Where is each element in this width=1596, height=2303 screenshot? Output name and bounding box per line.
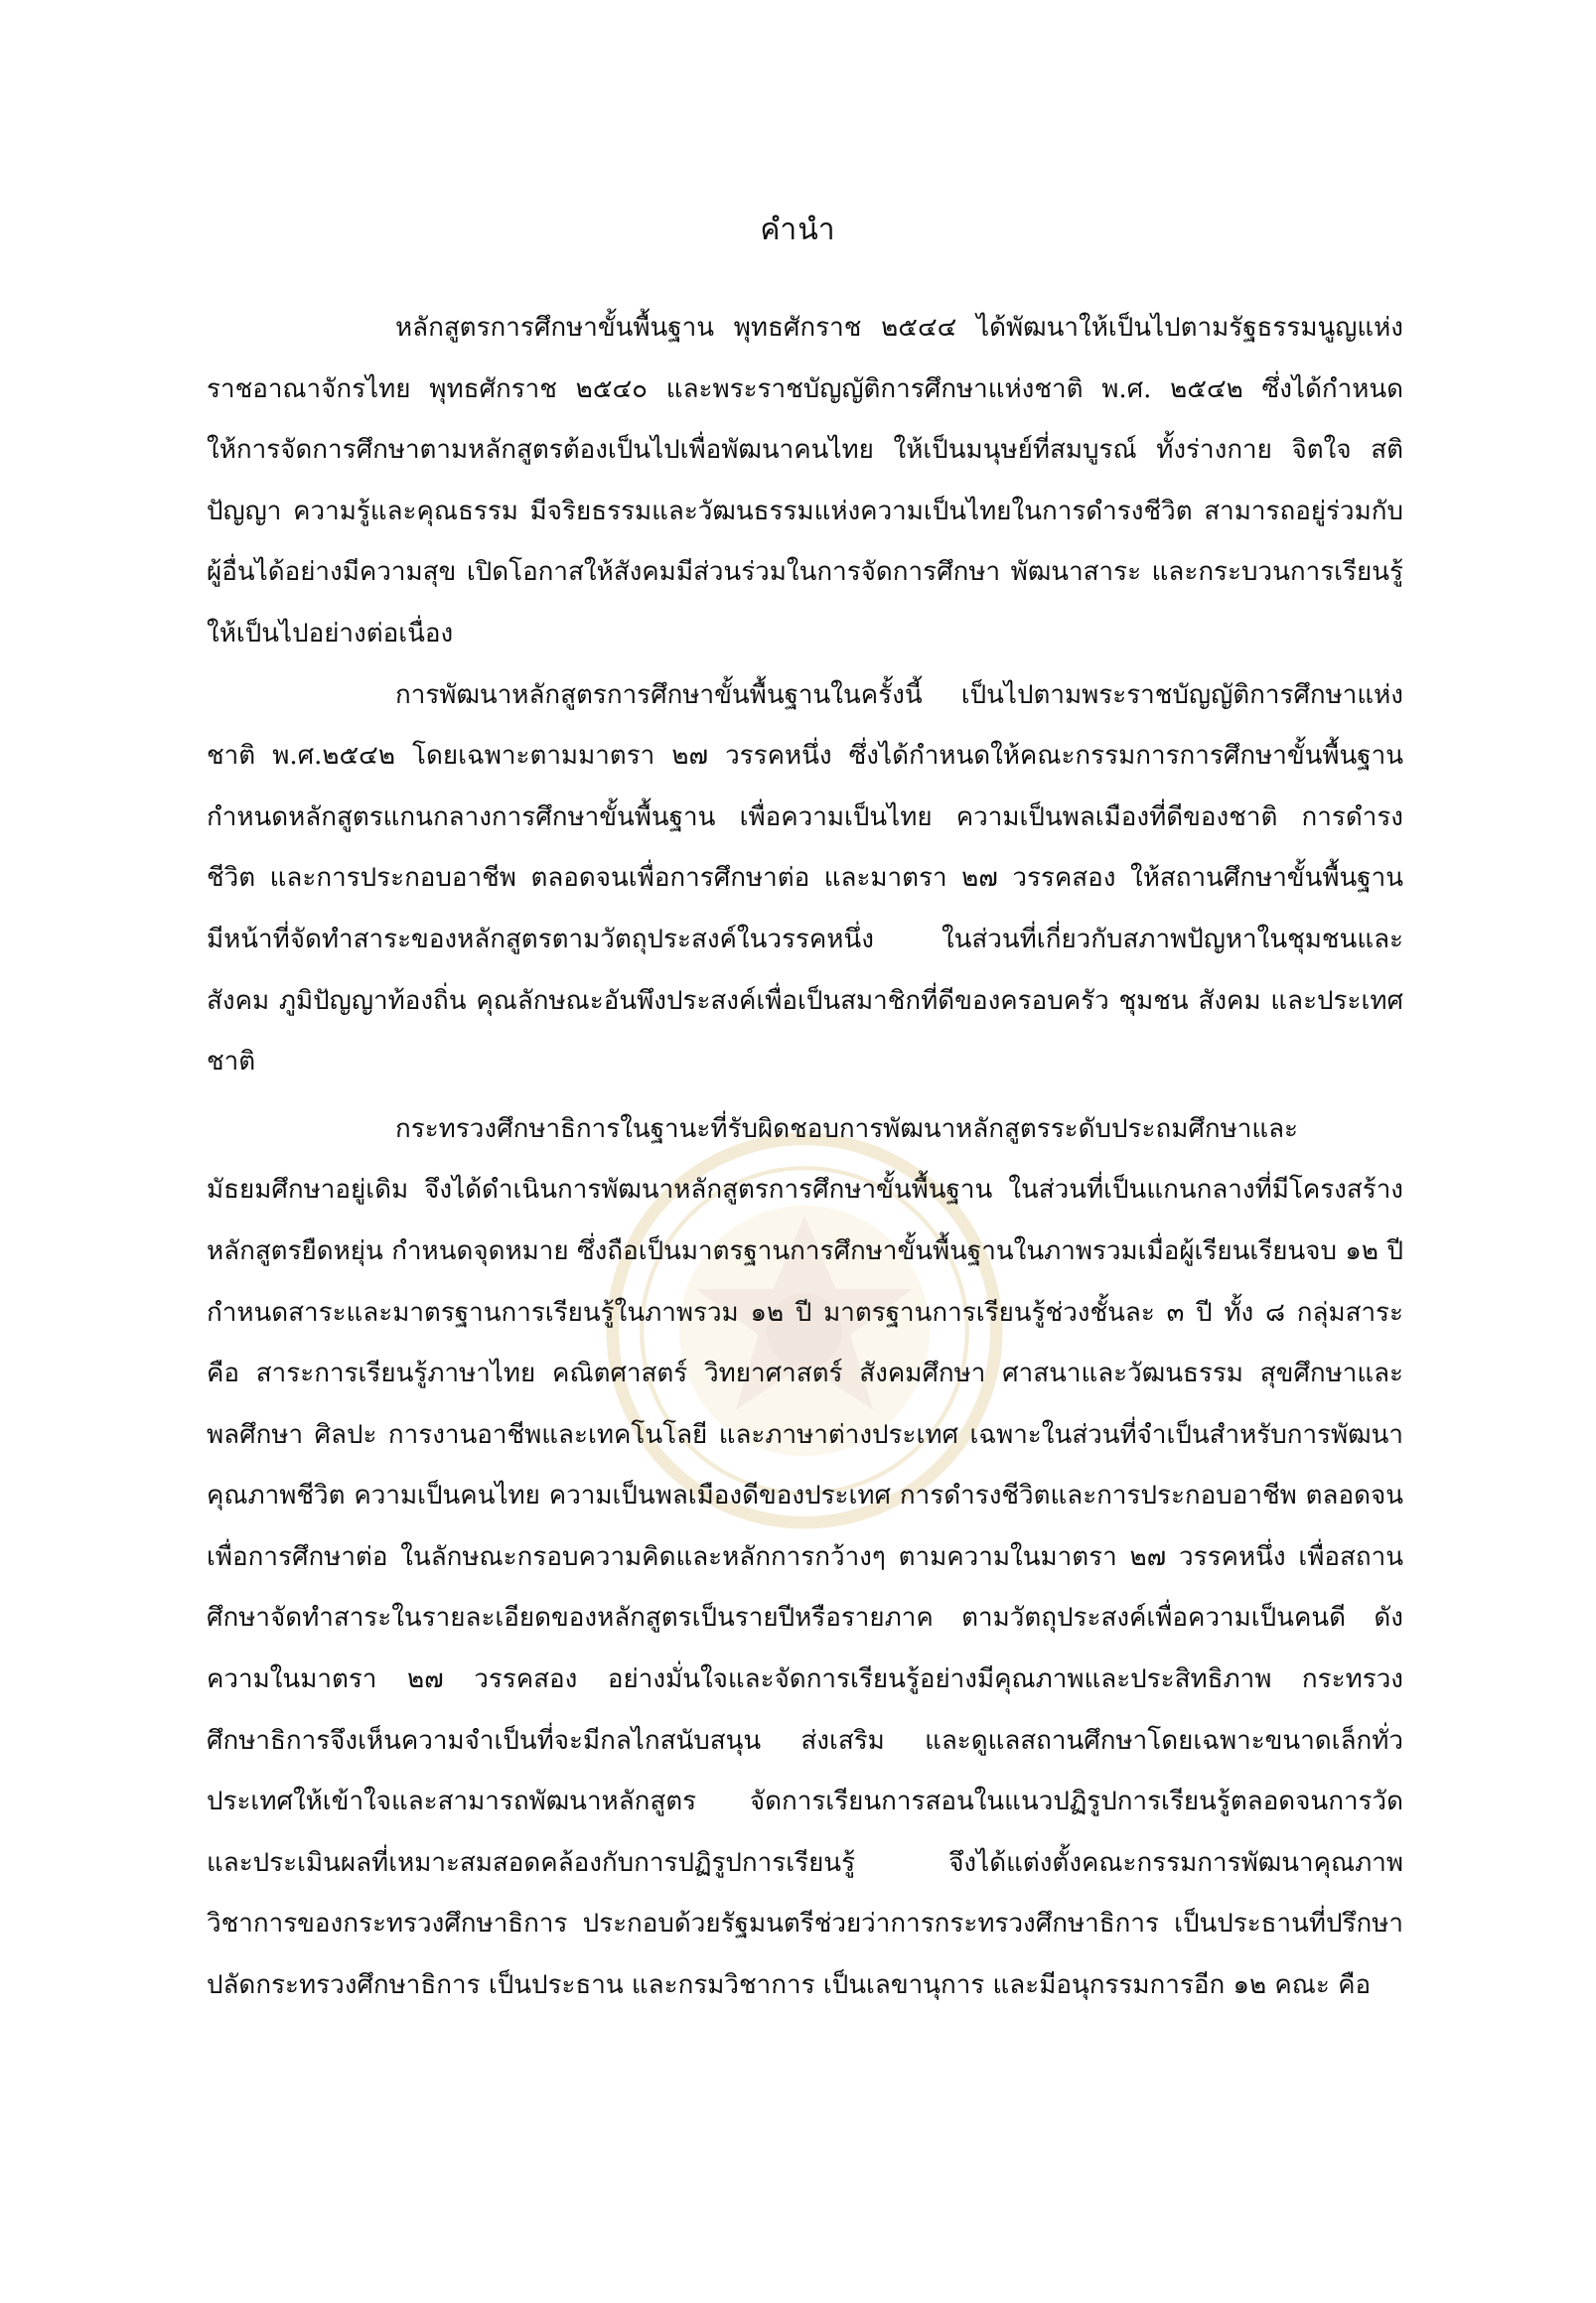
paragraph-1: หลักสูตรการศึกษาขั้นพื้นฐาน พุทธศักราช ๒๕๔๔ ได้พัฒนาให้เป็นไปตามรัฐธรรมนูญแห่งราชอาณาจักรไทย พุทธศักราช ๒๕๔๐ และพระราชบัญญัติการศึกษาแห่งชาติ พ.ศ. ๒๕๔๒ ซึ่งได้กำหนดให้การจัดการศึกษาตามหลักสูตรต้องเป็นไปเพื่อพัฒนาคนไทย ให้เป็นมนุษย์ที่สมบูรณ์ ทั้งร่างกาย จิตใจ สติปัญญา ความรู้และคุณธรรม มีจริยธรรมและวัฒนธรรมแห่งความเป็นไทยในการดำรงชีวิต สามารถอยู่ร่วมกับผู้อื่นได้อย่างมีความสุข เปิดโอกาสให้สังคมมีส่วนร่วมในการจัดการศึกษา พัฒนาสาระ และกระบวนการเรียนรู้ให้เป็นไปอย่างต่อเนื่อง bbox=[207, 313, 1403, 648]
page-title: คำนำ bbox=[760, 213, 836, 247]
paragraph-3: กระทรวงศึกษาธิการในฐานะที่รับผิดชอบการพัฒนาหลักสูตรระดับประถมศึกษาและมัธยมศึกษาอยู่เดิม จึงได้ดำเนินการพัฒนาหลักสูตรการศึกษาขั้นพื้นฐาน ในส่วนที่เป็นแกนกลางที่มีโครงสร้างหลักสูตรยืดหยุ่น กำหนดจุดหมาย ซึ่งถือเป็นมาตรฐานการศึกษาขั้นพื้นฐานในภาพรวมเมื่อผู้เรียนเรียนจบ ๑๒ ปี กำหนดสาระและมาตรฐานการเรียนรู้ในภาพรวม ๑๒ ปี มาตรฐานการเรียนรู้ช่วงชั้นละ ๓ ปี ทั้ง ๘ กลุ่มสาระ คือ สาระการเรียนรู้ภาษาไทย คณิตศาสตร์ วิทยาศาสตร์ สังคมศึกษา ศาสนาและวัฒนธรรม สุขศึกษาและพลศึกษา ศิลปะ การงานอาชีพและเทคโนโลยี และภาษาต่างประเทศ เฉพาะในส่วนที่จำเป็นสำหรับการพัฒนาคุณภาพชีวิต ความเป็นคนไทย ความเป็นพลเมืองดีของประเทศ การดำรงชีวิตและการประกอบอาชีพ ตลอดจนเพื่อการศึกษาต่อ ในลักษณะกรอบความคิดและหลักการกว้างๆ ตามความในมาตรา ๒๗ วรรคหนึ่ง เพื่อสถานศึกษาจัดทำสาระในรายละเอียดของหลักสูตรเป็นรายปีหรือรายภาค ตามวัตถุประสงค์เพื่อความเป็นคนดี ดังความในมาตรา ๒๗ วรรคสอง อย่างมั่นใจและจัดการเรียนรู้อย่างมีคุณภาพและประสิทธิภาพ กระทรวงศึกษาธิการจึงเห็นความจำเป็นที่จะมีกลไกสนับสนุน ส่งเสริม และดูแลสถานศึกษาโดยเฉพาะขนาดเล็กทั่วประเทศให้เข้าใจและสามารถพัฒนาหลักสูตร จัดการเรียนการสอนในแนวปฏิรูปการเรียนรู้ตลอดจนการวัดและประเมินผลที่เหมาะสมสอดคล้องกับการปฏิรูปการเรียนรู้ จึงได้แต่งตั้งคณะกรรมการพัฒนาคุณภาพวิชาการของกระทรวงศึกษาธิการ ประกอบด้วยรัฐมนตรีช่วยว่าการกระทรวงศึกษาธิการ เป็นประธานที่ปรึกษา ปลัดกระทรวงศึกษาธิการ เป็นประธาน และกรมวิชาการ เป็นเลขานุการ และมีอนุกรรมการอีก ๑๒ คณะ คือ bbox=[207, 1113, 1403, 2001]
paragraph-2: การพัฒนาหลักสูตรการศึกษาขั้นพื้นฐานในครั้งนี้ เป็นไปตามพระราชบัญญัติการศึกษาแห่งชาติ พ.ศ.๒๕๔๒ โดยเฉพาะตามมาตรา ๒๗ วรรคหนึ่ง ซึ่งได้กำหนดให้คณะกรรมการการศึกษาขั้นพื้นฐานกำหนดหลักสูตรแกนกลางการศึกษาขั้นพื้นฐาน เพื่อความเป็นไทย ความเป็นพลเมืองที่ดีของชาติ การดำรงชีวิต และการประกอบอาชีพ ตลอดจนเพื่อการศึกษาต่อ และมาตรา ๒๗ วรรคสอง ให้สถานศึกษาขั้นพื้นฐานมีหน้าที่จัดทำสาระของหลักสูตรตามวัตถุประสงค์ในวรรคหนึ่ง ในส่วนที่เกี่ยวกับสภาพปัญหาในชุมชนและสังคม ภูมิปัญญาท้องถิ่น คุณลักษณะอันพึงประสงค์เพื่อเป็นสมาชิกที่ดีของครอบครัว ชุมชน สังคม และประเทศชาติ bbox=[207, 679, 1403, 1078]
body-text bbox=[207, 298, 1403, 2017]
